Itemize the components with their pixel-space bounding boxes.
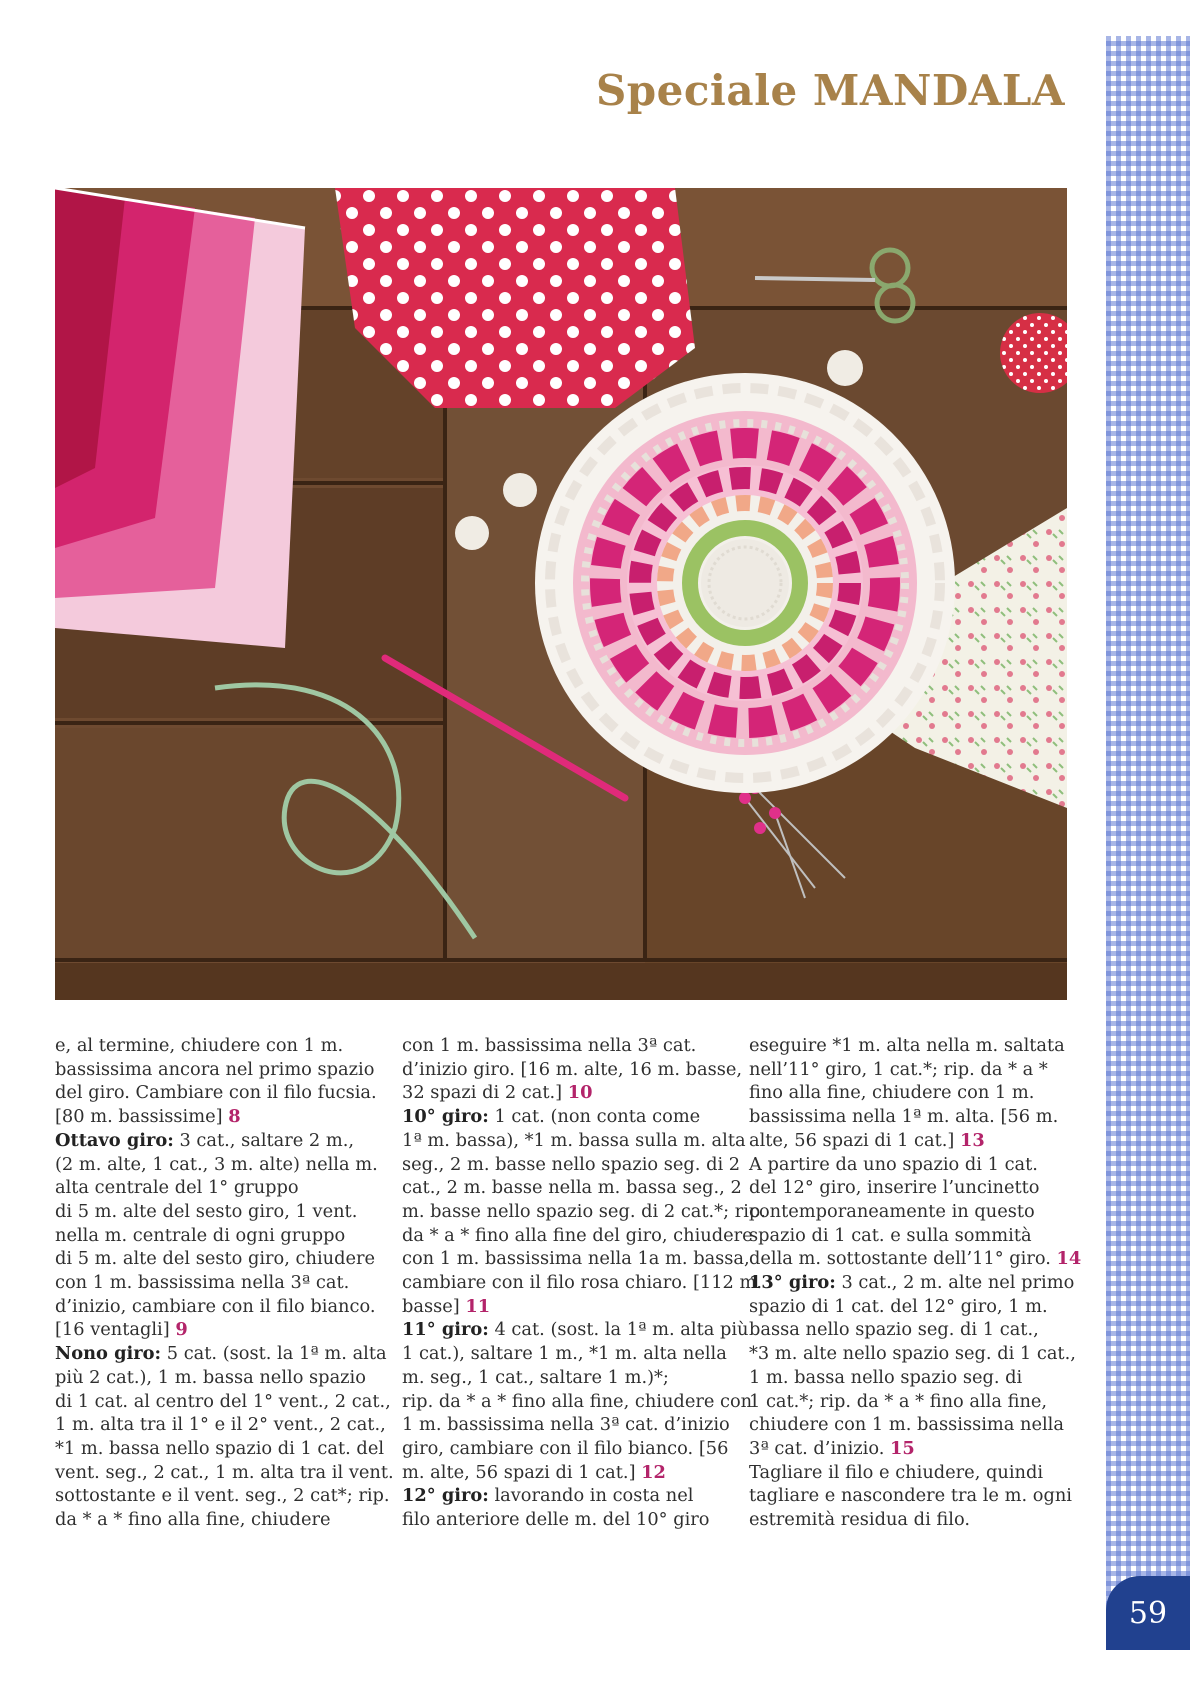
text-segment: 3 cat., 2 m. alte nel primo (835, 1272, 1075, 1294)
text-line (749, 1105, 1081, 1129)
text-segment: sottostante e il vent. seg., 2 cat*; rip. (55, 1485, 390, 1507)
text-line (749, 1484, 1081, 1508)
text-line (402, 1413, 766, 1437)
text-line (55, 1461, 394, 1485)
text-segment: *1 m. bassa nello spazio di 1 cat. del (55, 1437, 385, 1459)
text-segment: (2 m. alte, 1 cat., 3 m. alte) nella m. (55, 1153, 378, 1175)
text-segment: seg., 2 m. basse nello spazio seg. di 2 (402, 1153, 741, 1175)
text-segment: cat., 2 m. basse nella m. bassa seg., 2 (402, 1177, 742, 1199)
text-segment: [80 m. bassissime] (55, 1106, 229, 1128)
text-line (749, 1318, 1081, 1342)
text-segment: con 1 m. bassissima nella 3ª cat. (55, 1272, 350, 1294)
text-segment: 3 cat., saltare 2 m., (173, 1129, 355, 1151)
text-line (749, 1508, 1081, 1532)
text-line (55, 1366, 394, 1390)
text-line (749, 1271, 1081, 1295)
text-line (402, 1200, 766, 1224)
page-number: 59 (1128, 1595, 1168, 1631)
text-line (402, 1176, 766, 1200)
text-line (749, 1437, 1081, 1461)
text-line (402, 1342, 766, 1366)
text-line (55, 1129, 394, 1153)
step-number: 9 (175, 1319, 188, 1341)
text-line (55, 1484, 394, 1508)
text-line (55, 1271, 394, 1295)
text-line (402, 1295, 766, 1319)
text-segment: cambiare con il filo rosa chiaro. [112 m. (402, 1272, 762, 1294)
text-line (749, 1295, 1081, 1319)
step-number: 8 (228, 1106, 241, 1128)
text-line (55, 1200, 394, 1224)
text-segment: Tagliare il filo e chiudere, quindi (749, 1461, 1044, 1483)
round-heading: 11° giro: (402, 1319, 489, 1341)
text-line (402, 1058, 766, 1082)
text-segment: bassa nello spazio seg. di 1 cat., (749, 1319, 1039, 1341)
round-heading: 10° giro: (402, 1106, 489, 1128)
text-segment: 1 cat.*; rip. da * a * fino alla fine, (749, 1390, 1048, 1412)
text-segment: rip. da * a * fino alla fine, chiudere con (402, 1390, 753, 1412)
text-segment: spazio di 1 cat. del 12° giro, 1 m. (749, 1295, 1048, 1317)
text-line (402, 1390, 766, 1414)
page-title: Speciale MANDALA (595, 66, 1065, 115)
text-line (402, 1224, 766, 1248)
text-line (749, 1081, 1081, 1105)
text-segment: basse] (402, 1295, 466, 1317)
text-segment: m. seg., 1 cat., saltare 1 m.)*; (402, 1366, 669, 1388)
text-line (402, 1081, 766, 1105)
text-line (402, 1366, 766, 1390)
text-segment: nella m. centrale di ogni gruppo (55, 1224, 346, 1246)
text-line (402, 1437, 766, 1461)
text-segment: spazio di 1 cat. e sulla sommità (749, 1224, 1032, 1246)
text-line (55, 1224, 394, 1248)
text-segment: estremità residua di filo. (749, 1509, 970, 1531)
text-line (749, 1461, 1081, 1485)
text-segment: contemporaneamente in questo (749, 1200, 1035, 1222)
text-line (55, 1105, 394, 1129)
text-segment: più 2 cat.), 1 m. bassa nello spazio (55, 1366, 366, 1388)
text-line (55, 1318, 394, 1342)
text-segment: 5 cat. (sost. la 1ª m. alta (161, 1343, 387, 1365)
text-line (402, 1034, 766, 1058)
text-line (749, 1413, 1081, 1437)
text-segment: nell’11° giro, 1 cat.*; rip. da * a * (749, 1058, 1048, 1080)
text-segment: 1ª m. bassa), *1 m. bassa sulla m. alta (402, 1129, 746, 1151)
text-line (55, 1081, 394, 1105)
text-segment: 4 cat. (sost. la 1ª m. alta più (488, 1319, 749, 1341)
text-segment: 32 spazi di 2 cat.] (402, 1082, 568, 1104)
text-segment: 1 m. bassissima nella 3ª cat. d’inizio (402, 1414, 730, 1436)
text-line (749, 1247, 1081, 1271)
text-line (749, 1390, 1081, 1414)
text-segment: da * a * fino alla fine del giro, chiudere (402, 1224, 753, 1246)
text-segment: alta centrale del 1° gruppo (55, 1177, 299, 1199)
text-line (402, 1508, 766, 1532)
text-line (749, 1366, 1081, 1390)
text-segment: A partire da uno spazio di 1 cat. (749, 1153, 1038, 1175)
text-segment: di 5 m. alte del sesto giro, chiudere (55, 1248, 376, 1270)
step-number: 10 (567, 1082, 593, 1104)
text-segment: d’inizio, cambiare con il filo bianco. (55, 1295, 376, 1317)
text-segment: tagliare e nascondere tra le m. ogni (749, 1485, 1072, 1507)
text-segment: della m. sottostante dell’11° giro. (749, 1248, 1057, 1270)
text-segment: 1 m. bassa nello spazio seg. di (749, 1366, 1023, 1388)
step-number: 15 (890, 1437, 915, 1459)
text-line (402, 1271, 766, 1295)
text-segment: con 1 m. bassissima nella 3ª cat. (402, 1035, 697, 1056)
text-line (402, 1484, 766, 1508)
text-segment: alte, 56 spazi di 1 cat.] (749, 1129, 960, 1151)
text-segment: e, al termine, chiudere con 1 m. (55, 1035, 344, 1056)
text-line (55, 1058, 394, 1082)
text-line (55, 1247, 394, 1271)
text-column-2 (402, 1034, 766, 1532)
text-line (402, 1461, 766, 1485)
text-segment: del 12° giro, inserire l’uncinetto (749, 1177, 1040, 1199)
text-segment: filo anteriore delle m. del 10° giro (402, 1509, 710, 1531)
text-line (402, 1318, 766, 1342)
text-segment: 3ª cat. d’inizio. (749, 1437, 891, 1459)
text-column-1 (55, 1034, 394, 1532)
text-line (55, 1176, 394, 1200)
text-line (55, 1390, 394, 1414)
text-line (749, 1200, 1081, 1224)
text-segment: 1 cat.), saltare 1 m., *1 m. alta nella (402, 1343, 727, 1365)
text-segment: di 1 cat. al centro del 1° vent., 2 cat., (55, 1390, 391, 1412)
text-line (749, 1176, 1081, 1200)
text-line (55, 1437, 394, 1461)
page-number-tab (1106, 1576, 1190, 1650)
round-heading: Ottavo giro: (55, 1129, 174, 1151)
text-segment: del giro. Cambiare con il filo fucsia. (55, 1082, 377, 1104)
text-line (55, 1295, 394, 1319)
text-line (55, 1413, 394, 1437)
round-heading: 13° giro: (749, 1272, 836, 1294)
text-line (402, 1153, 766, 1177)
text-line (402, 1129, 766, 1153)
round-heading: 12° giro: (402, 1485, 489, 1507)
text-line (749, 1034, 1081, 1058)
text-segment: di 5 m. alte del sesto giro, 1 vent. (55, 1200, 358, 1222)
text-line (749, 1129, 1081, 1153)
text-line (55, 1508, 394, 1532)
gingham-border (1106, 36, 1190, 1636)
text-segment: eseguire *1 m. alta nella m. saltata (749, 1035, 1065, 1056)
text-segment: da * a * fino alla fine, chiudere (55, 1509, 331, 1531)
text-line (55, 1342, 394, 1366)
text-segment: d’inizio giro. [16 m. alte, 16 m. basse, (402, 1058, 743, 1080)
step-number: 12 (641, 1461, 666, 1483)
text-line (402, 1105, 766, 1129)
text-line (749, 1342, 1081, 1366)
text-line (402, 1247, 766, 1271)
round-heading: Nono giro: (55, 1343, 162, 1365)
text-segment: 1 cat. (non conta come (488, 1106, 701, 1128)
step-number: 14 (1056, 1248, 1082, 1270)
step-number: 11 (465, 1295, 491, 1317)
text-line (55, 1153, 394, 1177)
text-column-3 (749, 1034, 1081, 1532)
mandala-photo (55, 188, 1067, 1000)
step-number: 13 (960, 1129, 985, 1151)
text-segment: bassissima nella 1ª m. alta. [56 m. (749, 1106, 1059, 1128)
text-line (749, 1224, 1081, 1248)
text-segment: *3 m. alte nello spazio seg. di 1 cat., (749, 1343, 1076, 1365)
text-segment: chiudere con 1 m. bassissima nella (749, 1414, 1064, 1436)
text-segment: giro, cambiare con il filo bianco. [56 (402, 1437, 729, 1459)
text-line (55, 1034, 394, 1058)
text-segment: con 1 m. bassissima nella 1a m. bassa, (402, 1248, 750, 1270)
text-segment: vent. seg., 2 cat., 1 m. alta tra il vent. (55, 1461, 394, 1483)
text-segment: m. basse nello spazio seg. di 2 cat.*; rip. (402, 1200, 766, 1222)
text-segment: [16 ventagli] (55, 1319, 176, 1341)
text-segment: m. alte, 56 spazi di 1 cat.] (402, 1461, 642, 1483)
text-segment: 1 m. alta tra il 1° e il 2° vent., 2 cat., (55, 1414, 386, 1436)
text-segment: bassissima ancora nel primo spazio (55, 1058, 375, 1080)
text-segment: fino alla fine, chiudere con 1 m. (749, 1082, 1035, 1104)
text-segment: lavorando in costa nel (488, 1485, 694, 1507)
text-line (749, 1058, 1081, 1082)
text-line (749, 1153, 1081, 1177)
